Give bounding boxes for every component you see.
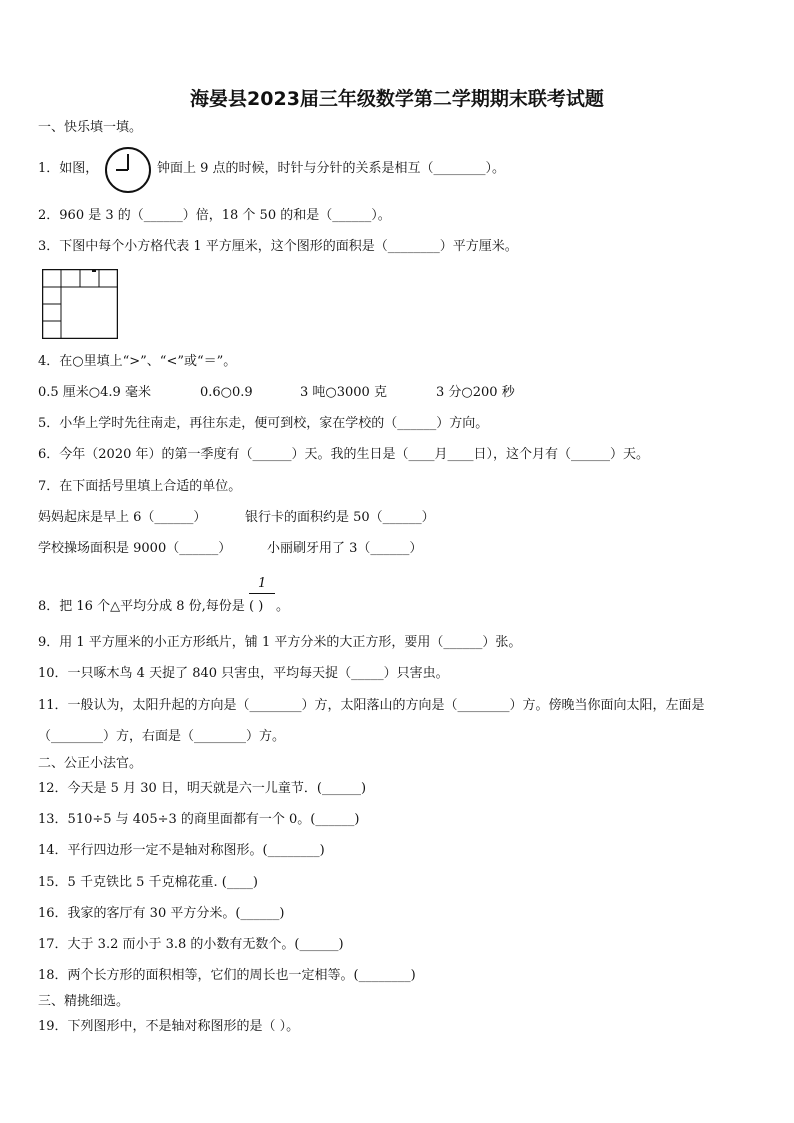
q4-item-4: 3 分○200 秒: [436, 385, 515, 400]
question-17: 17．大于 3.2 而小于 3.8 的小数有无数个。(______): [38, 937, 344, 952]
question-1-prefix: 1．如图，: [38, 161, 99, 176]
fraction-bar: [249, 593, 275, 594]
question-14: 14．平行四边形一定不是轴对称图形。(________): [38, 843, 325, 858]
question-11-line-1: 11．一般认为，太阳升起的方向是（________）方，太阳落山的方向是（________）方。傍晚当你面向太阳，左面是: [38, 698, 705, 713]
question-19: 19．下列图形中，不是轴对称图形的是（ ）。: [38, 1019, 300, 1034]
question-11-line-2: （________）方，右面是（________）方。: [38, 729, 286, 744]
q4-item-1: 0.5 厘米○4.9 毫米: [38, 385, 151, 400]
question-5: 5．小华上学时先往南走，再往东走，便可到校，家在学校的（______）方向。: [38, 416, 489, 431]
section-3-heading: 三、精挑细选。: [38, 994, 130, 1009]
q4-item-2: 0.6○0.9: [200, 385, 253, 400]
question-9: 9．用 1 平方厘米的小正方形纸片，铺 1 平方分米的大正方形，要用（______）张。: [38, 635, 522, 650]
question-8: 8．把 16 个△平均分成 8 份,每份是: [38, 599, 245, 614]
question-18: 18．两个长方形的面积相等，它们的周长也一定相等。(________): [38, 968, 416, 983]
fraction-denominator: ( ): [249, 599, 264, 614]
question-12: 12．今天是 5 月 30 日，明天就是六一儿童节．(______): [38, 781, 367, 796]
section-2-heading: 二、公正小法官。: [38, 756, 143, 771]
q7-item-2: 银行卡的面积约是 50（______）: [245, 510, 435, 525]
q7-item-3: 学校操场面积是 9000（______）: [38, 541, 232, 556]
q7-item-4: 小丽刷牙用了 3（______）: [267, 541, 423, 556]
question-4: 4．在○里填上“>”、“<”或“＝”。: [38, 354, 237, 369]
question-16: 16．我家的客厅有 30 平方分米。(______): [38, 906, 285, 921]
section-1-heading: 一、快乐填一填。: [38, 120, 143, 135]
question-3: 3．下图中每个小方格代表 1 平方厘米，这个图形的面积是（________）平方厘米。: [38, 239, 518, 254]
question-13: 13．510÷5 与 405÷3 的商里面都有一个 0。(______): [38, 812, 360, 827]
question-6: 6．今年（2020 年）的第一季度有（______）天。我的生日是（____月____日），这个月有（______）天。: [38, 447, 649, 462]
q4-item-3: 3 吨○3000 克: [300, 385, 387, 400]
question-2: 2．960 是 3 的（______）倍，18 个 50 的和是（______）。: [38, 208, 391, 223]
area-grid-figure: [42, 269, 118, 339]
page-title: 海晏县2023届三年级数学第二学期期末联考试题: [190, 88, 604, 110]
q7-item-1: 妈妈起床是早上 6（______）: [38, 510, 207, 525]
question-8-end: 。: [276, 599, 290, 614]
fraction-numerator: 1: [258, 576, 267, 591]
question-10: 10．一只啄木鸟 4 天捉了 840 只害虫，平均每天捉（_____）只害虫。: [38, 666, 449, 681]
question-15: 15．5 千克铁比 5 千克棉花重. (____): [38, 875, 258, 890]
question-1-text: 钟面上 9 点的时候，时针与分针的关系是相互（________）。: [157, 161, 506, 176]
question-7: 7．在下面括号里填上合适的单位。: [38, 479, 242, 494]
clock-icon: [104, 146, 152, 194]
